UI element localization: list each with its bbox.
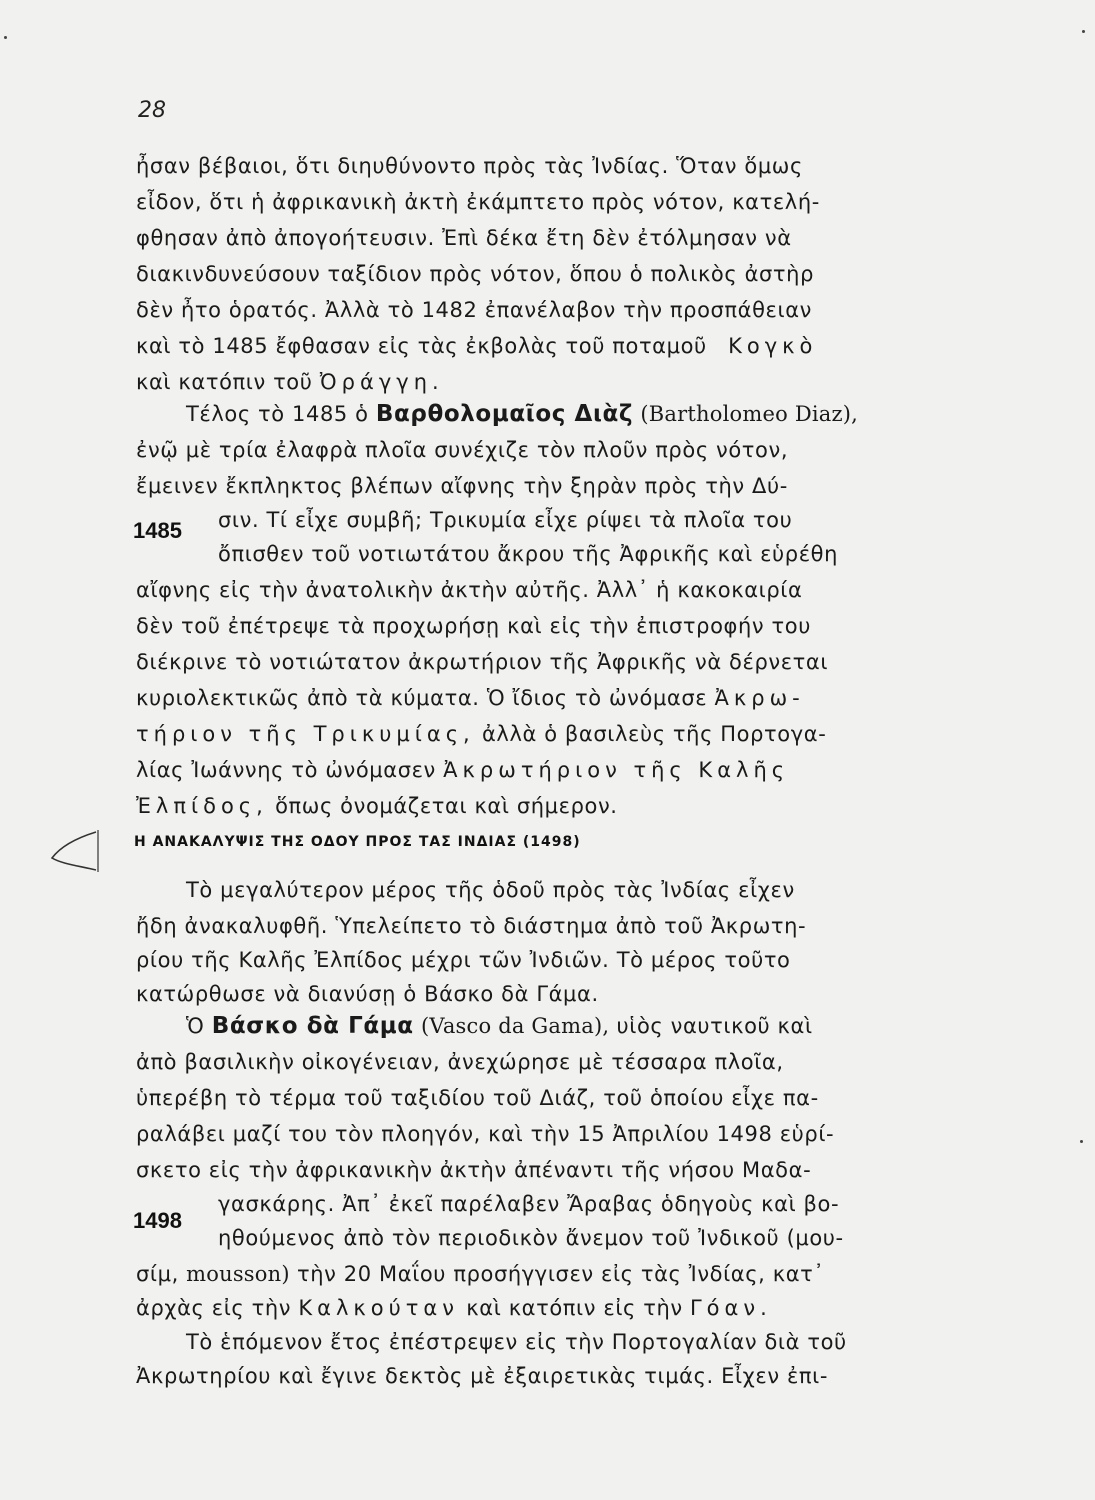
text-segment: σίμ, xyxy=(136,1262,179,1286)
latin-word: mousson) xyxy=(186,1262,290,1286)
text-line: δὲν ἦτο ὁρατός. Ἀλλὰ τὸ 1482 ἐπανέλαβον τὴν προσπάθειαν xyxy=(136,298,812,322)
text-line: ὄπισθεν τοῦ νοτιωτάτου ἄκρου τῆς Ἀφρικῆς καὶ εὑρέθη xyxy=(218,542,839,566)
text-line: διακινδυνεύσουν ταξίδιον πρὸς νότον, ὅπου ὁ πολικὸς ἀστὴρ xyxy=(136,262,815,286)
text-line: σκετο εἰς τὴν ἀφρικανικὴν ἀκτὴν ἀπέναντι τῆς νήσου Μαδα- xyxy=(136,1158,812,1182)
text-segment: λίας Ἰωάννης τὸ ὠνόμασεν xyxy=(136,758,436,782)
text-line xyxy=(136,756,789,784)
text-line xyxy=(136,720,826,748)
text-segment-spaced: Ὀράγγη. xyxy=(319,370,444,394)
scan-speck xyxy=(4,36,7,39)
bracket-mark-icon xyxy=(40,828,120,878)
page-number: 28 xyxy=(138,98,166,123)
person-name: Βάσκο δὰ Γάμα xyxy=(211,1013,414,1039)
text-segment: Τέλος τὸ 1485 ὁ xyxy=(186,402,369,426)
text-segment: τὴν 20 Μαΐου προσήγγισεν εἰς τὰς Ἰνδίας, κατ᾽ xyxy=(297,1262,825,1286)
scan-speck xyxy=(1082,30,1085,33)
text-line xyxy=(136,684,805,712)
scan-speck xyxy=(1080,1140,1083,1143)
text-segment-spaced: Ἀκρωτήριον τῆς Καλῆς xyxy=(443,758,790,782)
text-segment-spaced: Ἐλπίδος, xyxy=(136,794,268,818)
text-line xyxy=(186,1012,813,1040)
text-line: αἴφνης εἰς τὴν ἀνατολικὴν ἀκτὴν αὐτῆς. Ἀλλ᾽ ἡ κακοκαιρία xyxy=(136,578,803,602)
text-segment: καὶ κατόπιν τοῦ xyxy=(136,370,313,394)
text-segment: Ὁ xyxy=(186,1014,205,1038)
text-line xyxy=(186,400,858,428)
text-line: ἐνῷ μὲ τρία ἐλαφρὰ πλοῖα συνέχιζε τὸν πλοῦν πρὸς νότον, xyxy=(136,438,789,462)
text-segment-spaced: Καλκούταν xyxy=(298,1296,460,1320)
text-line: γασκάρης. Ἀπ᾽ ἐκεῖ παρέλαβεν Ἄραβας ὁδηγοὺς καὶ βο- xyxy=(218,1192,840,1216)
text-line: ἔμεινεν ἔκπληκτος βλέπων αἴφνης τὴν ξηρὰν πρὸς τὴν Δύ- xyxy=(136,474,788,498)
text-line: ἦσαν βέβαιοι, ὅτι διηυθύνοντο πρὸς τὰς Ἰνδίας. Ὅταν ὅμως xyxy=(136,154,803,178)
person-name: Βαρθολομαῖος Διὰζ xyxy=(375,401,634,427)
text-segment-spaced: τήριον τῆς Τρικυμίας, xyxy=(136,722,475,746)
text-line xyxy=(136,368,444,396)
text-segment: κυριολεκτικῶς ἀπὸ τὰ κύματα. Ὁ ἴδιος τὸ ὠνόμασε xyxy=(136,686,708,710)
margin-year: 1498 xyxy=(133,1208,182,1233)
text-line: σιν. Τί εἶχε συμβῆ; Τρικυμία εἶχε ρίψει τὰ πλοῖα του xyxy=(218,508,793,532)
text-line: ραλάβει μαζί του τὸν πλοηγόν, καὶ τὴν 15 Ἀπριλίου 1498 εὑρί- xyxy=(136,1122,835,1146)
text-line xyxy=(136,332,817,360)
text-segment: ἀλλὰ ὁ βασιλεὺς τῆς Πορτογα- xyxy=(481,722,827,746)
text-line: ρίου τῆς Καλῆς Ἐλπίδος μέχρι τῶν Ἰνδιῶν. Τὸ μέρος τοῦτο xyxy=(136,948,791,972)
latin-name: (Bartholomeo Diaz), xyxy=(640,402,859,426)
text-line xyxy=(136,792,618,820)
text-line: Ἀκρωτηρίου καὶ ἔγινε δεκτὸς μὲ ἐξαιρετικὰς τιμάς. Εἶχεν ἐπι- xyxy=(136,1364,829,1388)
text-segment: υἱὸς ναυτικοῦ καὶ xyxy=(616,1014,813,1038)
text-line xyxy=(136,1294,772,1322)
text-line: ὑπερέβη τὸ τέρμα τοῦ ταξιδίου τοῦ Διάζ, τοῦ ὁποίου εἶχε πα- xyxy=(136,1086,819,1110)
text-line: ἀπὸ βασιλικὴν οἰκογένειαν, ἀνεχώρησε μὲ τέσσαρα πλοῖα, xyxy=(136,1050,784,1074)
text-line: Τὸ ἑπόμενον ἔτος ἐπέστρεψεν εἰς τὴν Πορτογαλίαν διὰ τοῦ xyxy=(186,1330,847,1354)
text-segment-spaced: Γόαν. xyxy=(689,1296,772,1320)
text-line: Τὸ μεγαλύτερον μέρος τῆς ὁδοῦ πρὸς τὰς Ἰνδίας εἶχεν xyxy=(186,878,795,902)
text-segment: ἀρχὰς εἰς τὴν xyxy=(136,1296,292,1320)
text-segment-spaced: Ἀκρω- xyxy=(714,686,805,710)
text-line: ηθούμενος ἀπὸ τὸν περιοδικὸν ἄνεμον τοῦ Ἰνδικοῦ (μου- xyxy=(218,1226,844,1250)
section-heading: Η ΑΝΑΚΑΛΥΨΙΣ ΤΗΣ ΟΔΟΥ ΠΡΟΣ ΤΑΣ ΙΝΔΙΑΣ (1498) xyxy=(134,834,581,850)
text-segment: ὅπως ὀνομάζεται καὶ σήμερον. xyxy=(275,794,618,818)
text-line: κατώρθωσε νὰ διανύσῃ ὁ Βάσκο δὰ Γάμα. xyxy=(136,982,599,1006)
text-line: διέκρινε τὸ νοτιώτατον ἀκρωτήριον τῆς Ἀφρικῆς νὰ δέρνεται xyxy=(136,650,829,674)
text-line: δὲν τοῦ ἐπέτρεψε τὰ προχωρήσῃ καὶ εἰς τὴν ἐπιστροφήν του xyxy=(136,614,811,638)
latin-name: (Vasco da Gama), xyxy=(420,1014,610,1038)
text-line: εἶδον, ὅτι ἡ ἀφρικανικὴ ἀκτὴ ἐκάμπτετο πρὸς νότον, κατελή- xyxy=(136,190,820,214)
text-segment-spaced: Κογκὸ xyxy=(728,334,818,358)
text-line: φθησαν ἀπὸ ἀπογοήτευσιν. Ἐπὶ δέκα ἔτη δὲν ἐτόλμησαν νὰ xyxy=(136,226,792,250)
text-segment: καὶ τὸ 1485 ἔφθασαν εἰς τὰς ἐκβολὰς τοῦ ποταμοῦ xyxy=(136,334,707,358)
text-segment: καὶ κατόπιν εἰς τὴν xyxy=(466,1296,683,1320)
text-line xyxy=(136,1260,824,1288)
margin-year: 1485 xyxy=(133,518,182,543)
text-line: ἤδη ἀνακαλυφθῆ. Ὑπελείπετο τὸ διάστημα ἀπὸ τοῦ Ἀκρωτη- xyxy=(136,914,807,938)
